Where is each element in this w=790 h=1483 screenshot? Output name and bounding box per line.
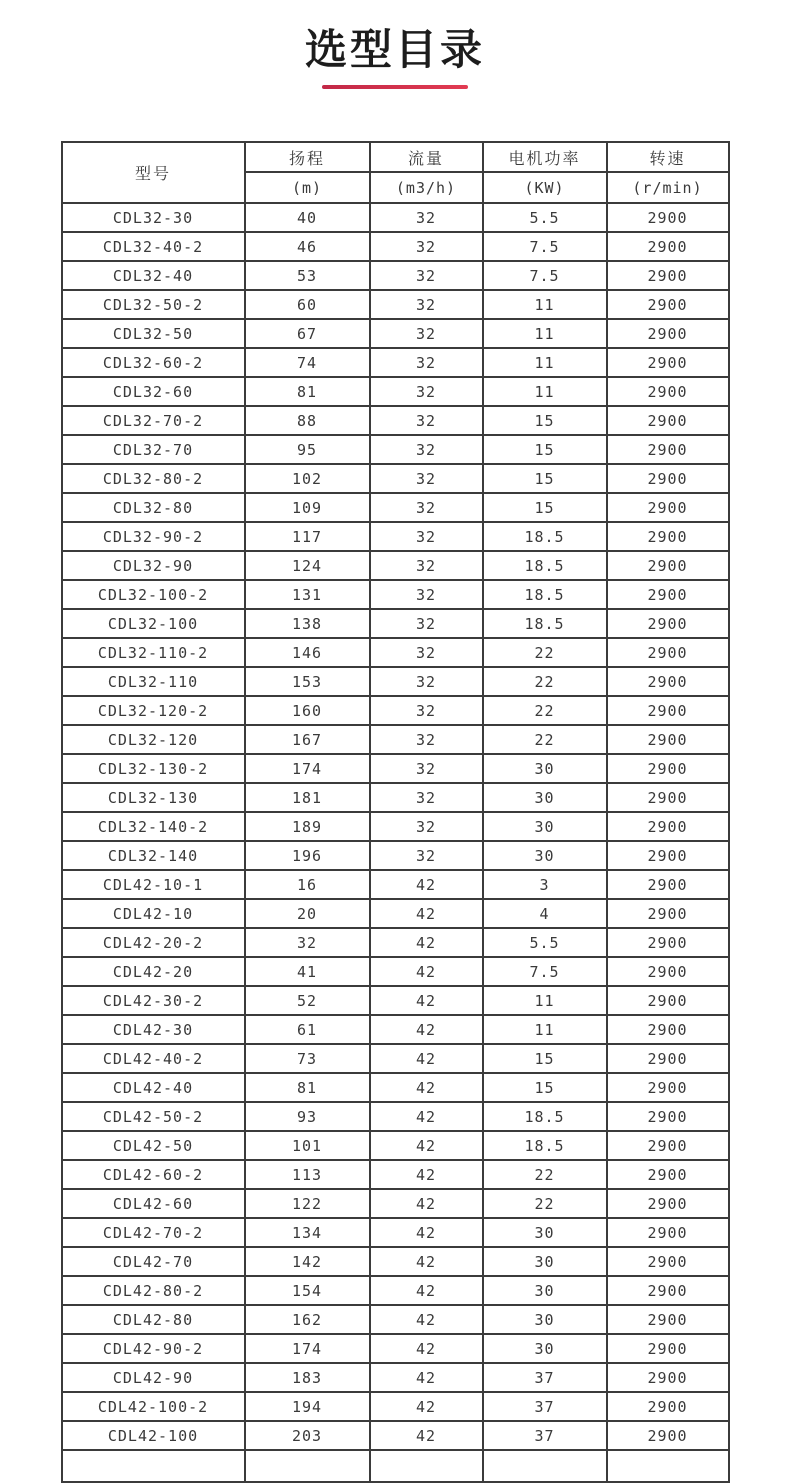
table-cell: 2900 (607, 1334, 729, 1363)
table-cell: 2900 (607, 290, 729, 319)
table-cell: 194 (245, 1392, 370, 1421)
table-cell: 2900 (607, 203, 729, 232)
table-cell: 18.5 (483, 522, 607, 551)
table-row (62, 464, 729, 493)
table-cell: CDL42-40 (62, 1073, 245, 1102)
table-row (62, 1102, 729, 1131)
table-cell: 81 (245, 377, 370, 406)
table-cell: 30 (483, 1305, 607, 1334)
table-cell: 2900 (607, 1044, 729, 1073)
table-cell: 2900 (607, 551, 729, 580)
table-row (62, 1276, 729, 1305)
table-cell: 42 (370, 957, 483, 986)
table-cell: 22 (483, 1160, 607, 1189)
table-row (62, 435, 729, 464)
table-cell: 32 (370, 783, 483, 812)
table-cell: 73 (245, 1044, 370, 1073)
empty-cell (370, 1450, 483, 1482)
table-cell: CDL42-90-2 (62, 1334, 245, 1363)
table-cell: CDL32-110-2 (62, 638, 245, 667)
table-cell: CDL32-100 (62, 609, 245, 638)
table-cell: 32 (370, 319, 483, 348)
table-cell: 42 (370, 928, 483, 957)
table-cell: 32 (370, 435, 483, 464)
table-cell: 2900 (607, 957, 729, 986)
table-cell: 32 (370, 696, 483, 725)
table-cell: CDL42-60-2 (62, 1160, 245, 1189)
table-cell: 42 (370, 1334, 483, 1363)
column-header-model: 型号 (62, 142, 245, 203)
table-cell: 2900 (607, 928, 729, 957)
table-body (62, 203, 729, 1450)
table-cell: CDL42-80 (62, 1305, 245, 1334)
table-cell: 2900 (607, 1276, 729, 1305)
table-cell: 174 (245, 754, 370, 783)
table-cell: 88 (245, 406, 370, 435)
table-cell: 7.5 (483, 261, 607, 290)
table-cell: 2900 (607, 696, 729, 725)
table-cell: 22 (483, 638, 607, 667)
table-row (62, 1305, 729, 1334)
table-cell: 42 (370, 1421, 483, 1450)
table-cell: 74 (245, 348, 370, 377)
table-cell: 196 (245, 841, 370, 870)
table-row (62, 348, 729, 377)
table-row (62, 1334, 729, 1363)
table-cell: 32 (370, 551, 483, 580)
table-cell: 32 (370, 203, 483, 232)
table-row (62, 1073, 729, 1102)
table-cell: 11 (483, 377, 607, 406)
table-row (62, 261, 729, 290)
table-cell: 7.5 (483, 232, 607, 261)
table-cell: 2900 (607, 1189, 729, 1218)
table-cell: 2900 (607, 464, 729, 493)
table-cell: 11 (483, 1015, 607, 1044)
table-cell: 2900 (607, 1363, 729, 1392)
table-cell: 42 (370, 899, 483, 928)
table-cell: 42 (370, 1131, 483, 1160)
table-cell: 22 (483, 696, 607, 725)
table-row (62, 522, 729, 551)
table-cell: CDL32-60 (62, 377, 245, 406)
table-cell: 30 (483, 1218, 607, 1247)
table-row (62, 1189, 729, 1218)
table-cell: 30 (483, 1334, 607, 1363)
table-cell: 2900 (607, 232, 729, 261)
table-cell: 30 (483, 1276, 607, 1305)
table-row (62, 1247, 729, 1276)
header-label-row (62, 142, 729, 172)
table-cell: 22 (483, 725, 607, 754)
table-cell: CDL42-100 (62, 1421, 245, 1450)
table-cell: 30 (483, 812, 607, 841)
table-cell: 32 (370, 667, 483, 696)
table-cell: 11 (483, 986, 607, 1015)
empty-cell (607, 1450, 729, 1482)
table-cell: CDL32-120-2 (62, 696, 245, 725)
table-cell: 183 (245, 1363, 370, 1392)
table-row (62, 986, 729, 1015)
table-cell: 134 (245, 1218, 370, 1247)
table-row (62, 957, 729, 986)
table-cell: 32 (370, 609, 483, 638)
table-cell: CDL32-110 (62, 667, 245, 696)
table-cell: CDL42-70-2 (62, 1218, 245, 1247)
table-cell: 2900 (607, 1421, 729, 1450)
table-cell: 117 (245, 522, 370, 551)
column-header-flow: 流量 (370, 142, 483, 172)
table-cell: 22 (483, 1189, 607, 1218)
table-cell: 37 (483, 1392, 607, 1421)
table-cell: 41 (245, 957, 370, 986)
table-row (62, 203, 729, 232)
table-cell: 32 (370, 377, 483, 406)
table-cell: 2900 (607, 812, 729, 841)
table-cell: 2900 (607, 261, 729, 290)
table-cell: 32 (370, 522, 483, 551)
title-underline-accent (322, 85, 468, 89)
table-row (62, 319, 729, 348)
table-row (62, 1160, 729, 1189)
table-cell: 142 (245, 1247, 370, 1276)
table-cell: CDL42-70 (62, 1247, 245, 1276)
table-row (62, 667, 729, 696)
table-cell: 2900 (607, 841, 729, 870)
table-cell: 42 (370, 1044, 483, 1073)
table-cell: CDL32-50-2 (62, 290, 245, 319)
table-row (62, 406, 729, 435)
table-cell: 2900 (607, 406, 729, 435)
table-cell: 2900 (607, 1015, 729, 1044)
table-row (62, 638, 729, 667)
table-cell: 2900 (607, 580, 729, 609)
table-cell: 174 (245, 1334, 370, 1363)
table-cell: 37 (483, 1363, 607, 1392)
column-header-head: 扬程 (245, 142, 370, 172)
table-cell: 160 (245, 696, 370, 725)
table-cell: 52 (245, 986, 370, 1015)
table-cell: CDL32-50 (62, 319, 245, 348)
table-row (62, 290, 729, 319)
table-cell: CDL42-10 (62, 899, 245, 928)
table-cell: CDL32-100-2 (62, 580, 245, 609)
table-cell: 102 (245, 464, 370, 493)
table-cell: 2900 (607, 348, 729, 377)
table-cell: 60 (245, 290, 370, 319)
table-cell: CDL42-40-2 (62, 1044, 245, 1073)
table-cell: 15 (483, 435, 607, 464)
table-cell: 32 (370, 232, 483, 261)
table-row (62, 812, 729, 841)
table-cell: 42 (370, 1247, 483, 1276)
table-cell: 42 (370, 1276, 483, 1305)
table-cell: 2900 (607, 667, 729, 696)
table-row (62, 783, 729, 812)
table-cell: 5.5 (483, 928, 607, 957)
table-cell: CDL32-90-2 (62, 522, 245, 551)
table-cell: 67 (245, 319, 370, 348)
table-cell: 18.5 (483, 1131, 607, 1160)
table-row (62, 1044, 729, 1073)
table-cell: 81 (245, 1073, 370, 1102)
table-cell: CDL32-130-2 (62, 754, 245, 783)
table-cell: 18.5 (483, 609, 607, 638)
table-cell: 42 (370, 1392, 483, 1421)
table-cell: 30 (483, 783, 607, 812)
table-row (62, 841, 729, 870)
table-cell: CDL42-20-2 (62, 928, 245, 957)
table-row (62, 232, 729, 261)
table-cell: 131 (245, 580, 370, 609)
table-cell: 30 (483, 841, 607, 870)
table-cell: 2900 (607, 725, 729, 754)
table-cell: 42 (370, 1305, 483, 1334)
table-cell: 4 (483, 899, 607, 928)
table-cell: 2900 (607, 609, 729, 638)
table-cell: 122 (245, 1189, 370, 1218)
table-cell: CDL32-130 (62, 783, 245, 812)
table-cell: 22 (483, 667, 607, 696)
table-row (62, 609, 729, 638)
table-cell: CDL32-60-2 (62, 348, 245, 377)
table-cell: CDL32-30 (62, 203, 245, 232)
unit-flow-m3h: (m3/h) (370, 172, 483, 203)
page-title: 选型目录 (304, 26, 485, 73)
empty-cell (245, 1450, 370, 1482)
table-cell: 32 (370, 464, 483, 493)
unit-head-m: (m) (245, 172, 370, 203)
table-cell: 109 (245, 493, 370, 522)
table-cell: 93 (245, 1102, 370, 1131)
table-cell: 7.5 (483, 957, 607, 986)
table-cell: 2900 (607, 1073, 729, 1102)
table-cell: 101 (245, 1131, 370, 1160)
table-cell: CDL42-50 (62, 1131, 245, 1160)
table-cell: CDL32-40-2 (62, 232, 245, 261)
table-cell: CDL32-140 (62, 841, 245, 870)
table-cell: 124 (245, 551, 370, 580)
table-cell: CDL32-70-2 (62, 406, 245, 435)
table-cell: 16 (245, 870, 370, 899)
table-cell: 32 (370, 261, 483, 290)
table-cell: 42 (370, 1102, 483, 1131)
table-cell: 42 (370, 1218, 483, 1247)
selection-catalog-table (61, 141, 730, 1483)
table-cell: CDL32-90 (62, 551, 245, 580)
table-cell: 32 (370, 348, 483, 377)
table-cell: 32 (370, 493, 483, 522)
table-cell: 2900 (607, 1160, 729, 1189)
table-cell: 2900 (607, 319, 729, 348)
table-row (62, 696, 729, 725)
table-cell: 2900 (607, 435, 729, 464)
table-cell: 42 (370, 870, 483, 899)
table-cell: 46 (245, 232, 370, 261)
table-cell: 15 (483, 493, 607, 522)
table-cell: CDL32-140-2 (62, 812, 245, 841)
table-row (62, 1421, 729, 1450)
table-cell: 30 (483, 754, 607, 783)
table-row (62, 899, 729, 928)
table-cell: 2900 (607, 870, 729, 899)
table-cell: CDL42-100-2 (62, 1392, 245, 1421)
table-row (62, 493, 729, 522)
table-cell: 2900 (607, 1218, 729, 1247)
table-cell: 2900 (607, 1131, 729, 1160)
column-header-speed: 转速 (607, 142, 729, 172)
table-row (62, 377, 729, 406)
table-cell: 11 (483, 319, 607, 348)
unit-power-kw: (KW) (483, 172, 607, 203)
table-cell: CDL42-90 (62, 1363, 245, 1392)
table-cell: 5.5 (483, 203, 607, 232)
table-cell: CDL32-120 (62, 725, 245, 754)
table-cell: CDL42-60 (62, 1189, 245, 1218)
table-partial-row (62, 1450, 729, 1482)
table-cell: 40 (245, 203, 370, 232)
table-row (62, 551, 729, 580)
table-cell: 32 (370, 754, 483, 783)
table-cell: 2900 (607, 1247, 729, 1276)
table-cell: 153 (245, 667, 370, 696)
table-row (62, 754, 729, 783)
table-cell: CDL32-40 (62, 261, 245, 290)
table-cell: CDL32-80 (62, 493, 245, 522)
table-header (62, 142, 729, 203)
table-cell: 32 (370, 841, 483, 870)
empty-cell (62, 1450, 245, 1482)
table-cell: 2900 (607, 522, 729, 551)
table-cell: 95 (245, 435, 370, 464)
unit-speed-rmin: (r/min) (607, 172, 729, 203)
table-cell: 3 (483, 870, 607, 899)
table-cell: 15 (483, 1044, 607, 1073)
table-cell: 11 (483, 348, 607, 377)
table-cell: 42 (370, 1160, 483, 1189)
table-cell: 20 (245, 899, 370, 928)
table-cell: 113 (245, 1160, 370, 1189)
table-cell: CDL32-80-2 (62, 464, 245, 493)
table-cell: 32 (245, 928, 370, 957)
column-header-motor-power: 电机功率 (483, 142, 607, 172)
table-cell: 53 (245, 261, 370, 290)
table-row (62, 1363, 729, 1392)
table-cell: 2900 (607, 899, 729, 928)
table-cell: 42 (370, 1189, 483, 1218)
table-cell: 37 (483, 1421, 607, 1450)
table-cell: 181 (245, 783, 370, 812)
table-cell: 18.5 (483, 1102, 607, 1131)
table-cell: 2900 (607, 1102, 729, 1131)
table-cell: 2900 (607, 377, 729, 406)
table-cell: 15 (483, 1073, 607, 1102)
table-cell: 32 (370, 580, 483, 609)
table-cell: CDL42-30 (62, 1015, 245, 1044)
table-cell: 2900 (607, 1392, 729, 1421)
table-cell: 11 (483, 290, 607, 319)
table-cell: 2900 (607, 754, 729, 783)
table-cell: CDL42-50-2 (62, 1102, 245, 1131)
table-row (62, 580, 729, 609)
table-cell: 162 (245, 1305, 370, 1334)
table-cell: 203 (245, 1421, 370, 1450)
table-cell: CDL42-30-2 (62, 986, 245, 1015)
table-cell: 32 (370, 290, 483, 319)
table-cell: 18.5 (483, 580, 607, 609)
table-cell: 42 (370, 1363, 483, 1392)
table-cell: 30 (483, 1247, 607, 1276)
table-cell: 42 (370, 1015, 483, 1044)
table-cell: 32 (370, 812, 483, 841)
table-cell: 146 (245, 638, 370, 667)
table-row (62, 1015, 729, 1044)
table-cell: 2900 (607, 638, 729, 667)
table-cell: CDL42-20 (62, 957, 245, 986)
table-cell: 2900 (607, 986, 729, 1015)
empty-cell (483, 1450, 607, 1482)
table-row (62, 870, 729, 899)
table-row (62, 1392, 729, 1421)
table-cell: 61 (245, 1015, 370, 1044)
table-cell: 2900 (607, 493, 729, 522)
table-cell: CDL42-80-2 (62, 1276, 245, 1305)
table-cell: 42 (370, 1073, 483, 1102)
table-cell: CDL32-70 (62, 435, 245, 464)
table-cell: 15 (483, 406, 607, 435)
table-footer (62, 1450, 729, 1482)
table-cell: 167 (245, 725, 370, 754)
table-row (62, 928, 729, 957)
table-cell: 42 (370, 986, 483, 1015)
table-cell: 15 (483, 464, 607, 493)
table-cell: 18.5 (483, 551, 607, 580)
table-cell: 32 (370, 638, 483, 667)
table-cell: 2900 (607, 783, 729, 812)
table-row (62, 725, 729, 754)
table-cell: 32 (370, 725, 483, 754)
table-cell: 32 (370, 406, 483, 435)
table-row (62, 1218, 729, 1247)
table-cell: 154 (245, 1276, 370, 1305)
table-cell: 189 (245, 812, 370, 841)
table-cell: CDL42-10-1 (62, 870, 245, 899)
table-cell: 2900 (607, 1305, 729, 1334)
table-cell: 138 (245, 609, 370, 638)
table-row (62, 1131, 729, 1160)
